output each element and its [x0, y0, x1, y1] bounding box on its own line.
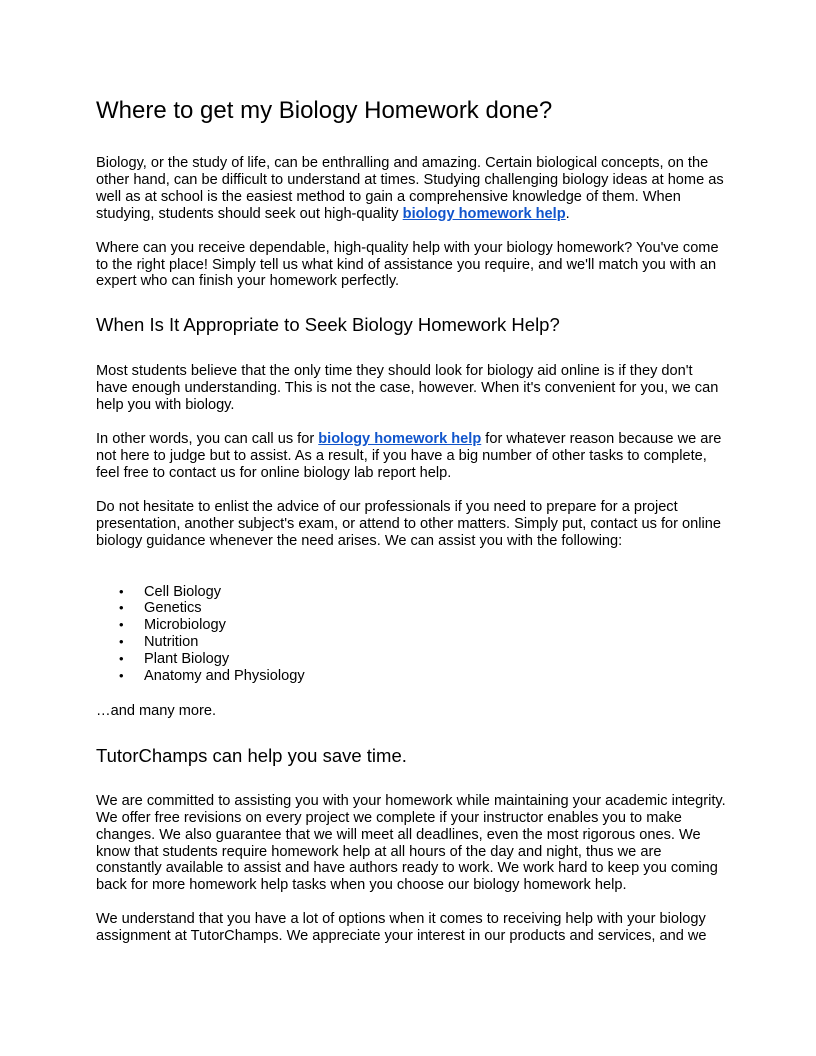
section1-paragraph-1: Most students believe that the only time they should look for biology aid online is if they don't have enough understanding. This is not the case, however. When it's convenient for you, we can help you with biology.: [96, 363, 719, 414]
bullet-icon: •: [119, 617, 124, 633]
intro-paragraph-1-end: .: [565, 205, 570, 222]
bullet-icon: •: [119, 651, 124, 667]
list-item: [119, 583, 726, 601]
topics-list: [96, 584, 726, 685]
intro-paragraph-1-text: Biology, or the study of life, can be enthralling and amazing. Certain biological concepts, on the other hand, can be difficult to understand at times. Studying challenging biology ideas at home as well as at school is the easiest method to gain a comprehensive knowledge of them. When studying, students should seek out high-quality: [96, 155, 724, 222]
bullet-icon: •: [119, 634, 124, 650]
list-item: [119, 651, 726, 668]
section-heading-when: When Is It Appropriate to Seek Biology Homework Help?: [96, 314, 560, 336]
list-item-label: Cell Biology: [144, 583, 222, 600]
list-item: [119, 617, 726, 634]
list-item-label: Genetics: [144, 600, 202, 617]
more-text: …and many more.: [96, 702, 217, 719]
bullet-icon: •: [119, 583, 124, 599]
section2-paragraph-2: We understand that you have a lot of options when it comes to receiving help with your biology assignment at TutorChamps. We appreciate your interest in our products and services, and we: [96, 911, 707, 945]
intro-paragraph-1: [96, 155, 726, 223]
section1-paragraph-2: [96, 431, 726, 482]
intro-paragraph-2: Where can you receive dependable, high-quality help with your biology homework? You've come to the right place! Simply tell us what kind of assistance you require, and we'll match you with an expert who can finish your homework perfectly.: [96, 239, 719, 290]
biology-homework-help-link-2[interactable]: biology homework help: [318, 431, 482, 448]
list-item-label: Anatomy and Physiology: [144, 668, 305, 685]
list-item: [119, 634, 726, 651]
bullet-icon: •: [119, 600, 124, 616]
section-heading-save-time: TutorChamps can help you save time.: [96, 744, 407, 766]
list-item: [119, 668, 726, 685]
list-item-label: Microbiology: [144, 617, 226, 634]
list-item-label: Nutrition: [144, 634, 199, 651]
section1-paragraph-2-end: for whatever reason because we are not here to judge but to assist. As a result, if you have a big number of other tasks to complete, feel free to contact us for online biology lab report help.: [96, 431, 722, 481]
list-item: [119, 600, 726, 617]
section1-paragraph-2-start: In other words, you can call us for: [96, 431, 319, 448]
page-title: Where to get my Biology Homework done?: [96, 97, 553, 124]
section2-paragraph-1: We are committed to assisting you with your homework while maintaining your academic integrity. We offer free revisions on every project we complete if your instructor enables you to make changes. We also guarantee that we will meet all deadlines, even the most rigorous ones. We know that students require homework help at all hours of the day and night, thus we are constantly available to assist and have authors ready to work. We work hard to keep you coming back for more homework help tasks when you choose our biology homework help.: [96, 792, 726, 894]
bullet-icon: •: [119, 668, 124, 684]
section1-paragraph-3: Do not hesitate to enlist the advice of our professionals if you need to prepare for a project presentation, another subject's exam, or attend to other matters. Simply put, contact us for online biology guidance whenever the need arises. We can assist you with the following:: [96, 498, 721, 549]
document-body: [96, 96, 726, 945]
list-item-label: Plant Biology: [144, 651, 230, 668]
biology-homework-help-link-1[interactable]: biology homework help: [402, 205, 566, 222]
